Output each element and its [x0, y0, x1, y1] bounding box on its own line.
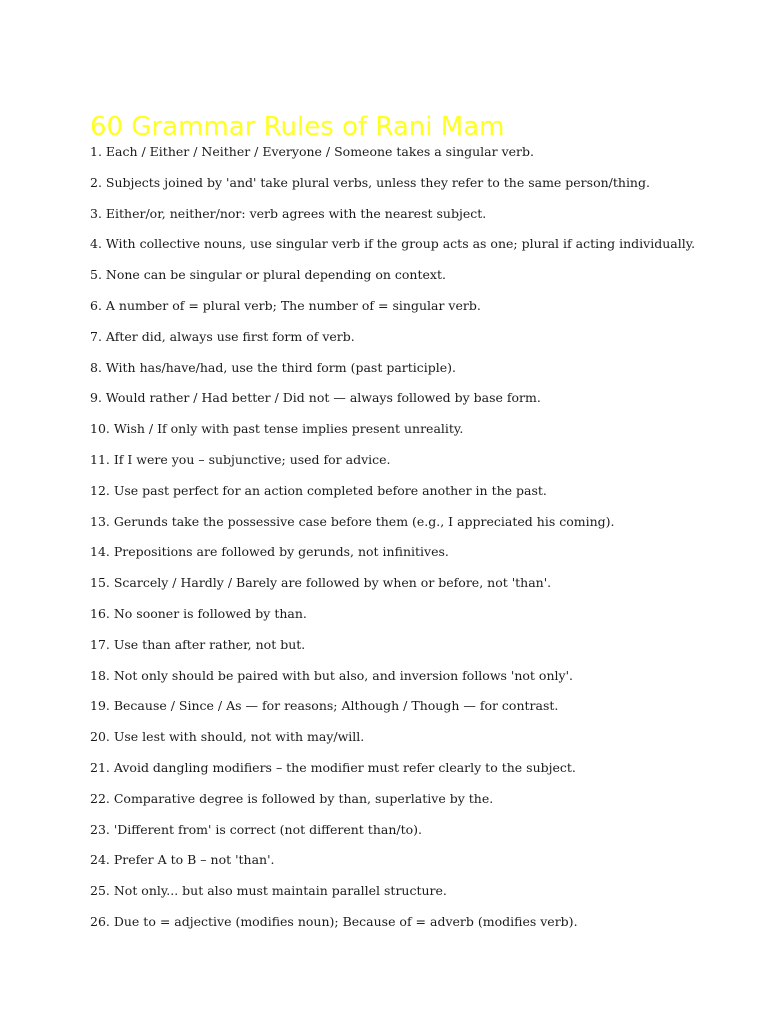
rule-item: 21. Avoid dangling modifiers – the modifier must refer clearly to the subject. [90, 759, 576, 775]
rule-item: 23. 'Different from' is correct (not different than/to). [90, 821, 422, 837]
rule-item: 22. Comparative degree is followed by than, superlative by the. [90, 790, 494, 806]
rule-item: 10. Wish / If only with past tense implies present unreality. [90, 421, 464, 437]
rule-item: 6. A number of = plural verb; The number of = singular verb. [90, 297, 481, 313]
rule-item: 9. Would rather / Had better / Did not — always followed by base form. [90, 390, 541, 406]
rule-item: 3. Either/or, neither/nor: verb agrees with the nearest subject. [90, 205, 487, 221]
rule-item: 13. Gerunds take the possessive case before them (e.g., I appreciated his coming). [90, 513, 615, 529]
rule-item: 2. Subjects joined by 'and' take plural verbs, unless they refer to the same person/thing. [90, 174, 650, 190]
rule-item: 5. None can be singular or plural depending on context. [90, 267, 446, 283]
rule-item: 24. Prefer A to B – not 'than'. [90, 852, 275, 868]
rule-item: 19. Because / Since / As — for reasons; Although / Though — for contrast. [90, 698, 559, 714]
rule-item: 18. Not only should be paired with but also, and inversion follows 'not only'. [90, 667, 573, 683]
rule-item: 1. Each / Either / Neither / Everyone / Someone takes a singular verb. [90, 144, 534, 159]
rule-item: 14. Prepositions are followed by gerunds, not infinitives. [90, 544, 449, 560]
rule-item: 7. After did, always use first form of verb. [90, 328, 355, 344]
rule-item: 20. Use lest with should, not with may/will. [90, 729, 365, 745]
rule-item: 15. Scarcely / Hardly / Barely are followed by when or before, not 'than'. [90, 575, 552, 591]
rule-item: 26. Due to = adjective (modifies noun); Because of = adverb (modifies verb). [90, 913, 578, 929]
rule-item: 11. If I were you – subjunctive; used for advice. [90, 451, 391, 467]
rule-item: 8. With has/have/had, use the third form (past participle). [90, 359, 457, 375]
rule-item: 4. With collective nouns, use singular verb if the group acts as one; plural if acting individually. [90, 236, 696, 252]
rule-item: 16. No sooner is followed by than. [90, 605, 307, 621]
rule-item: 12. Use past perfect for an action completed before another in the past. [90, 482, 547, 498]
rule-item: 25. Not only... but also must maintain parallel structure. [90, 883, 447, 899]
document-title: 60 Grammar Rules of Rani Mam [90, 112, 505, 142]
rule-item: 17. Use than after rather, not but. [90, 636, 306, 652]
rules-list [90, 140, 750, 941]
